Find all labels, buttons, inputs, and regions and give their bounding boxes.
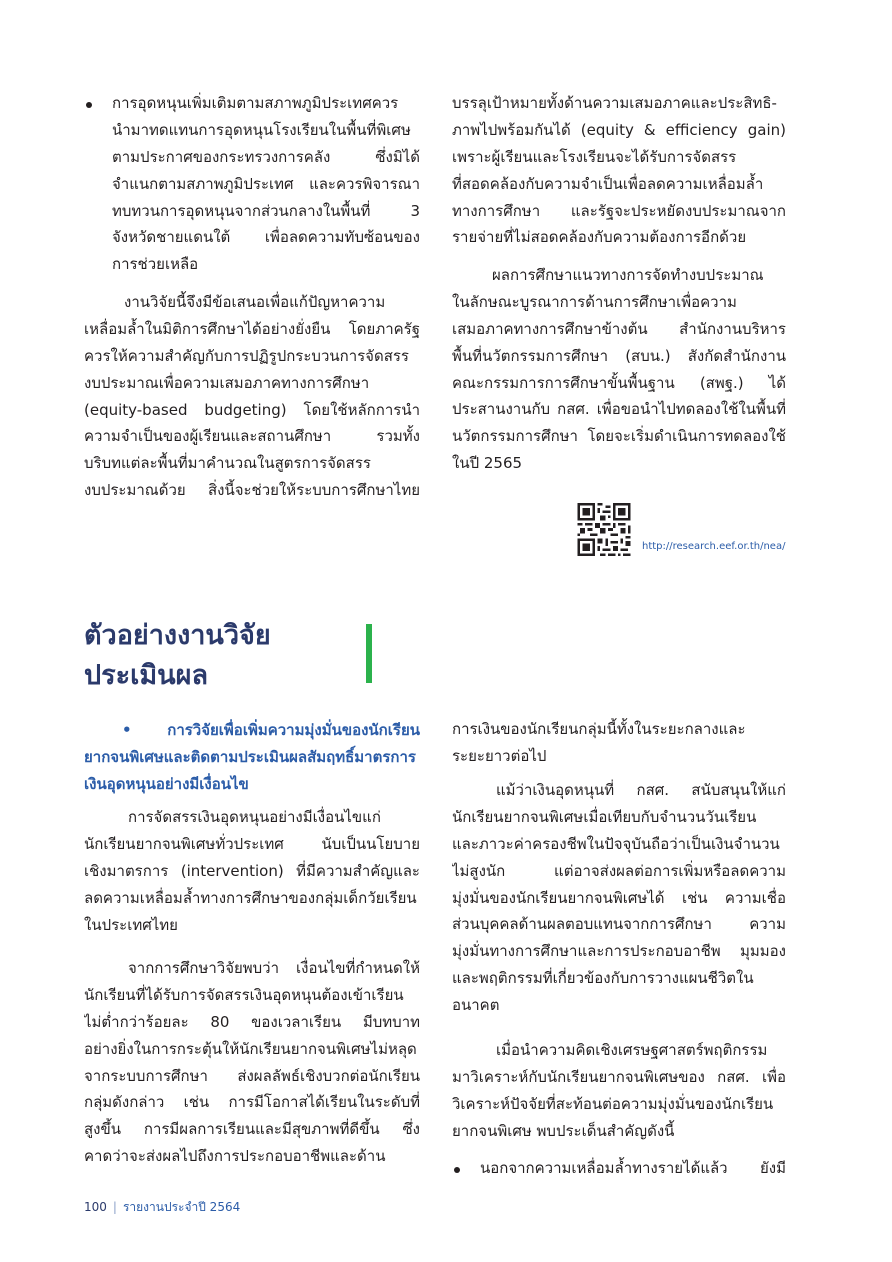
text-line: ในปี 2565	[452, 454, 523, 473]
report-title: รายงานประจำปี 2564	[122, 1200, 241, 1214]
left-bullet-1-text	[112, 91, 420, 279]
lower-right-paragraph-3	[452, 1038, 786, 1146]
text-line: จากการศึกษาวิจัยพบว่า เงื่อนไขที่กำหนดให้	[128, 959, 420, 977]
text-line: และพฤติกรรมที่เกี่ยวข้องกับการวางแผนชีวิตใน	[452, 969, 754, 988]
heading-line: • การวิจัยเพื่อเพิ่มความมุ่งมั่นของนักเรียน	[122, 721, 420, 739]
lower-left-paragraph-1	[84, 805, 420, 939]
lower-right-paragraph-2	[452, 778, 786, 1020]
text-line: ที่สอดคล้องกับความจำเป็นเพื่อลดความเหลื่อมล้ำ	[452, 174, 764, 193]
section-title-line: ประเมินผล	[84, 660, 208, 691]
text-line: ประสานงานกับ กสศ. เพื่อขอนำไปทดลองใช้ในพื้นที่	[452, 400, 786, 419]
heading-line: เงินอุดหนุนอย่างมีเงื่อนไข	[84, 774, 249, 793]
text-line: ไม่ต่ำกว่าร้อยละ 80 ของเวลาเรียน มีบทบาท	[84, 1012, 420, 1031]
text-line: นักเรียนที่ได้รับการจัดสรรเงินอุดหนุนต้องเข้าเรียน	[84, 985, 404, 1004]
text-line: ทบทวนการอุดหนุนจากส่วนกลางในพื้นที่ 3	[112, 201, 420, 220]
text-line: ระยะยาวต่อไป	[452, 746, 547, 765]
text-line: การจัดสรรเงินอุดหนุนอย่างมีเงื่อนไขแก่	[128, 808, 381, 826]
qr-code-icon[interactable]	[576, 503, 632, 556]
text-line: ไม่สูงนัก แต่อาจส่งผลต่อการเพิ่มหรือลดความ	[452, 861, 786, 880]
text-line: เพราะผู้เรียนและโรงเรียนจะได้รับการจัดสรร	[452, 147, 737, 166]
research-link[interactable]: http://research.eef.or.th/nea/	[642, 541, 786, 552]
bullet-dot	[454, 1167, 460, 1173]
bullet-dot	[86, 102, 92, 108]
heading-line: ยากจนพิเศษและติดตามประเมินผลสัมฤทธิ์มาตรการ	[84, 747, 416, 766]
text-line: อย่างยิ่งในการกระตุ้นให้นักเรียนยากจนพิเศษไม่หลุด	[84, 1039, 417, 1058]
text-line: ควรให้ความสำคัญกับการปฏิรูปกระบวนการจัดสรร	[84, 346, 409, 365]
text-line: ตามประกาศของกระทรวงการคลัง ซึ่งมิได้	[112, 147, 420, 166]
text-line: การช่วยเหลือ	[112, 255, 199, 274]
text-line: ทางการศึกษา และรัฐจะประหยัดงบประมาณจาก	[452, 201, 786, 220]
text-line: ยากจนพิเศษ พบประเด็นสำคัญดังนี้	[452, 1121, 675, 1140]
text-line: เชิงมาตรการ (intervention) ที่มีความสำคัญและ	[84, 861, 420, 880]
text-line: นักเรียนยากจนพิเศษทั่วประเทศ นับเป็นนโยบาย	[84, 834, 420, 853]
page-number: 100	[84, 1200, 107, 1214]
research-heading	[84, 717, 420, 798]
footer-separator: |	[112, 1200, 117, 1214]
text-line: อนาคต	[452, 996, 500, 1015]
text-line: ความจำเป็นของผู้เรียนและสถานศึกษา รวมทั้ง	[84, 427, 420, 446]
text-line: งบประมาณด้วย สิ่งนี้จะช่วยให้ระบบการศึกษาไทย	[84, 481, 420, 500]
text-line: เหลื่อมล้ำในมิติการศึกษาได้อย่างยั่งยืน โดยภาครัฐ	[84, 319, 420, 338]
text-line: วิเคราะห์ปัจจัยที่สะท้อนต่อความมุ่งมั่นของนักเรียน	[452, 1094, 774, 1113]
text-line: การอุดหนุนเพิ่มเติมตามสภาพภูมิประเทศควร	[112, 94, 399, 112]
page-footer	[84, 1198, 240, 1217]
text-line: และภาวะค่าครองชีพในปัจจุบันถือว่าเป็นเงินจำนวน	[452, 834, 780, 853]
title-accent-bar	[366, 624, 372, 683]
text-line: รายจ่ายที่ไม่สอดคล้องกับความต้องการอีกด้วย	[452, 228, 747, 247]
text-line: พื้นที่นวัตกรรมการศึกษา (สบน.) สังกัดสำนักงาน	[452, 346, 786, 365]
text-line: สูงขึ้น การมีผลการเรียนและมีสุขภาพที่ดีขึ้น ซึ่ง	[84, 1120, 420, 1139]
text-line: กลุ่มดังกล่าว เช่น การมีโอกาสได้เรียนในระดับที่	[84, 1093, 420, 1112]
text-line: บริบทแต่ละพื้นที่มาคำนวณในสูตรการจัดสรร	[84, 454, 371, 473]
text-line: นวัตกรรมการศึกษา โดยจะเริ่มดำเนินการทดลองใช้	[452, 427, 786, 446]
text-line: คาดว่าจะส่งผลไปถึงการประกอบอาชีพและด้าน	[84, 1147, 386, 1166]
section-title	[84, 616, 271, 696]
section-title-line: ตัวอย่างงานวิจัย	[84, 620, 271, 651]
text-line: มาวิเคราะห์กับนักเรียนยากจนพิเศษของ กสศ. เพื่อ	[452, 1067, 786, 1086]
text-line: ภาพไปพร้อมกันได้ (equity & efficiency gain)	[452, 120, 786, 139]
text-line: ในประเทศไทย	[84, 915, 178, 934]
text-line: จำแนกตามสภาพภูมิประเทศ และควรพิจารณา	[112, 174, 420, 193]
lower-right-bullet-1-text	[480, 1156, 786, 1183]
text-line: ลดความเหลื่อมล้ำทางการศึกษาของกลุ่มเด็กวัยเรียน	[84, 888, 417, 907]
text-line: มุ่งมั่นทางการศึกษาและการประกอบอาชีพ มุมมอง	[452, 942, 786, 961]
left-paragraph-1	[84, 290, 420, 505]
lower-right-paragraph-1	[452, 717, 786, 771]
text-line: บรรลุเป้าหมายทั้งด้านความเสมอภาคและประสิทธิ-	[452, 94, 777, 112]
text-line: เสมอภาคทางการศึกษาข้างต้น สำนักงานบริหาร	[452, 319, 786, 338]
text-line: จากระบบการศึกษา ส่งผลลัพธ์เชิงบวกต่อนักเรียน	[84, 1066, 420, 1085]
text-line: เมื่อนำความคิดเชิงเศรษฐศาสตร์พฤติกรรม	[496, 1041, 768, 1059]
text-line: นักเรียนยากจนพิเศษเมื่อเทียบกับจำนวนวันเรียน	[452, 807, 757, 826]
lower-left-paragraph-2	[84, 956, 420, 1171]
text-line: ในลักษณะบูรณาการด้านการศึกษาเพื่อความ	[452, 292, 737, 311]
text-line: ส่วนบุคคลด้านผลตอบแทนจากการศึกษา ความ	[452, 915, 786, 934]
text-line: นอกจากความเหลื่อมล้ำทางรายได้แล้ว ยังมี	[480, 1159, 786, 1177]
right-paragraph-1	[452, 91, 786, 252]
text-line: (equity-based budgeting) โดยใช้หลักการนำ	[84, 400, 420, 419]
text-line: งบประมาณเพื่อความเสมอภาคทางการศึกษา	[84, 373, 370, 392]
text-line: ผลการศึกษาแนวทางการจัดทำงบประมาณ	[492, 266, 764, 284]
text-line: จังหวัดชายแดนใต้ เพื่อลดความทับซ้อนของ	[112, 228, 420, 247]
text-line: นำมาทดแทนการอุดหนุนโรงเรียนในพื้นที่พิเศษ	[112, 120, 411, 139]
text-line: แม้ว่าเงินอุดหนุนที่ กสศ. สนับสนุนให้แก่	[496, 781, 786, 799]
text-line: การเงินของนักเรียนกลุ่มนี้ทั้งในระยะกลางและ	[452, 720, 746, 738]
text-line: งานวิจัยนี้จึงมีข้อเสนอเพื่อแก้ปัญหาความ	[124, 293, 386, 311]
text-line: มุ่งมั่นของนักเรียนยากจนพิเศษได้ เช่น ความเชื่อ	[452, 888, 786, 907]
right-paragraph-2	[452, 263, 786, 478]
text-line: คณะกรรมการการศึกษาขั้นพื้นฐาน (สพฐ.) ได้	[452, 373, 786, 392]
